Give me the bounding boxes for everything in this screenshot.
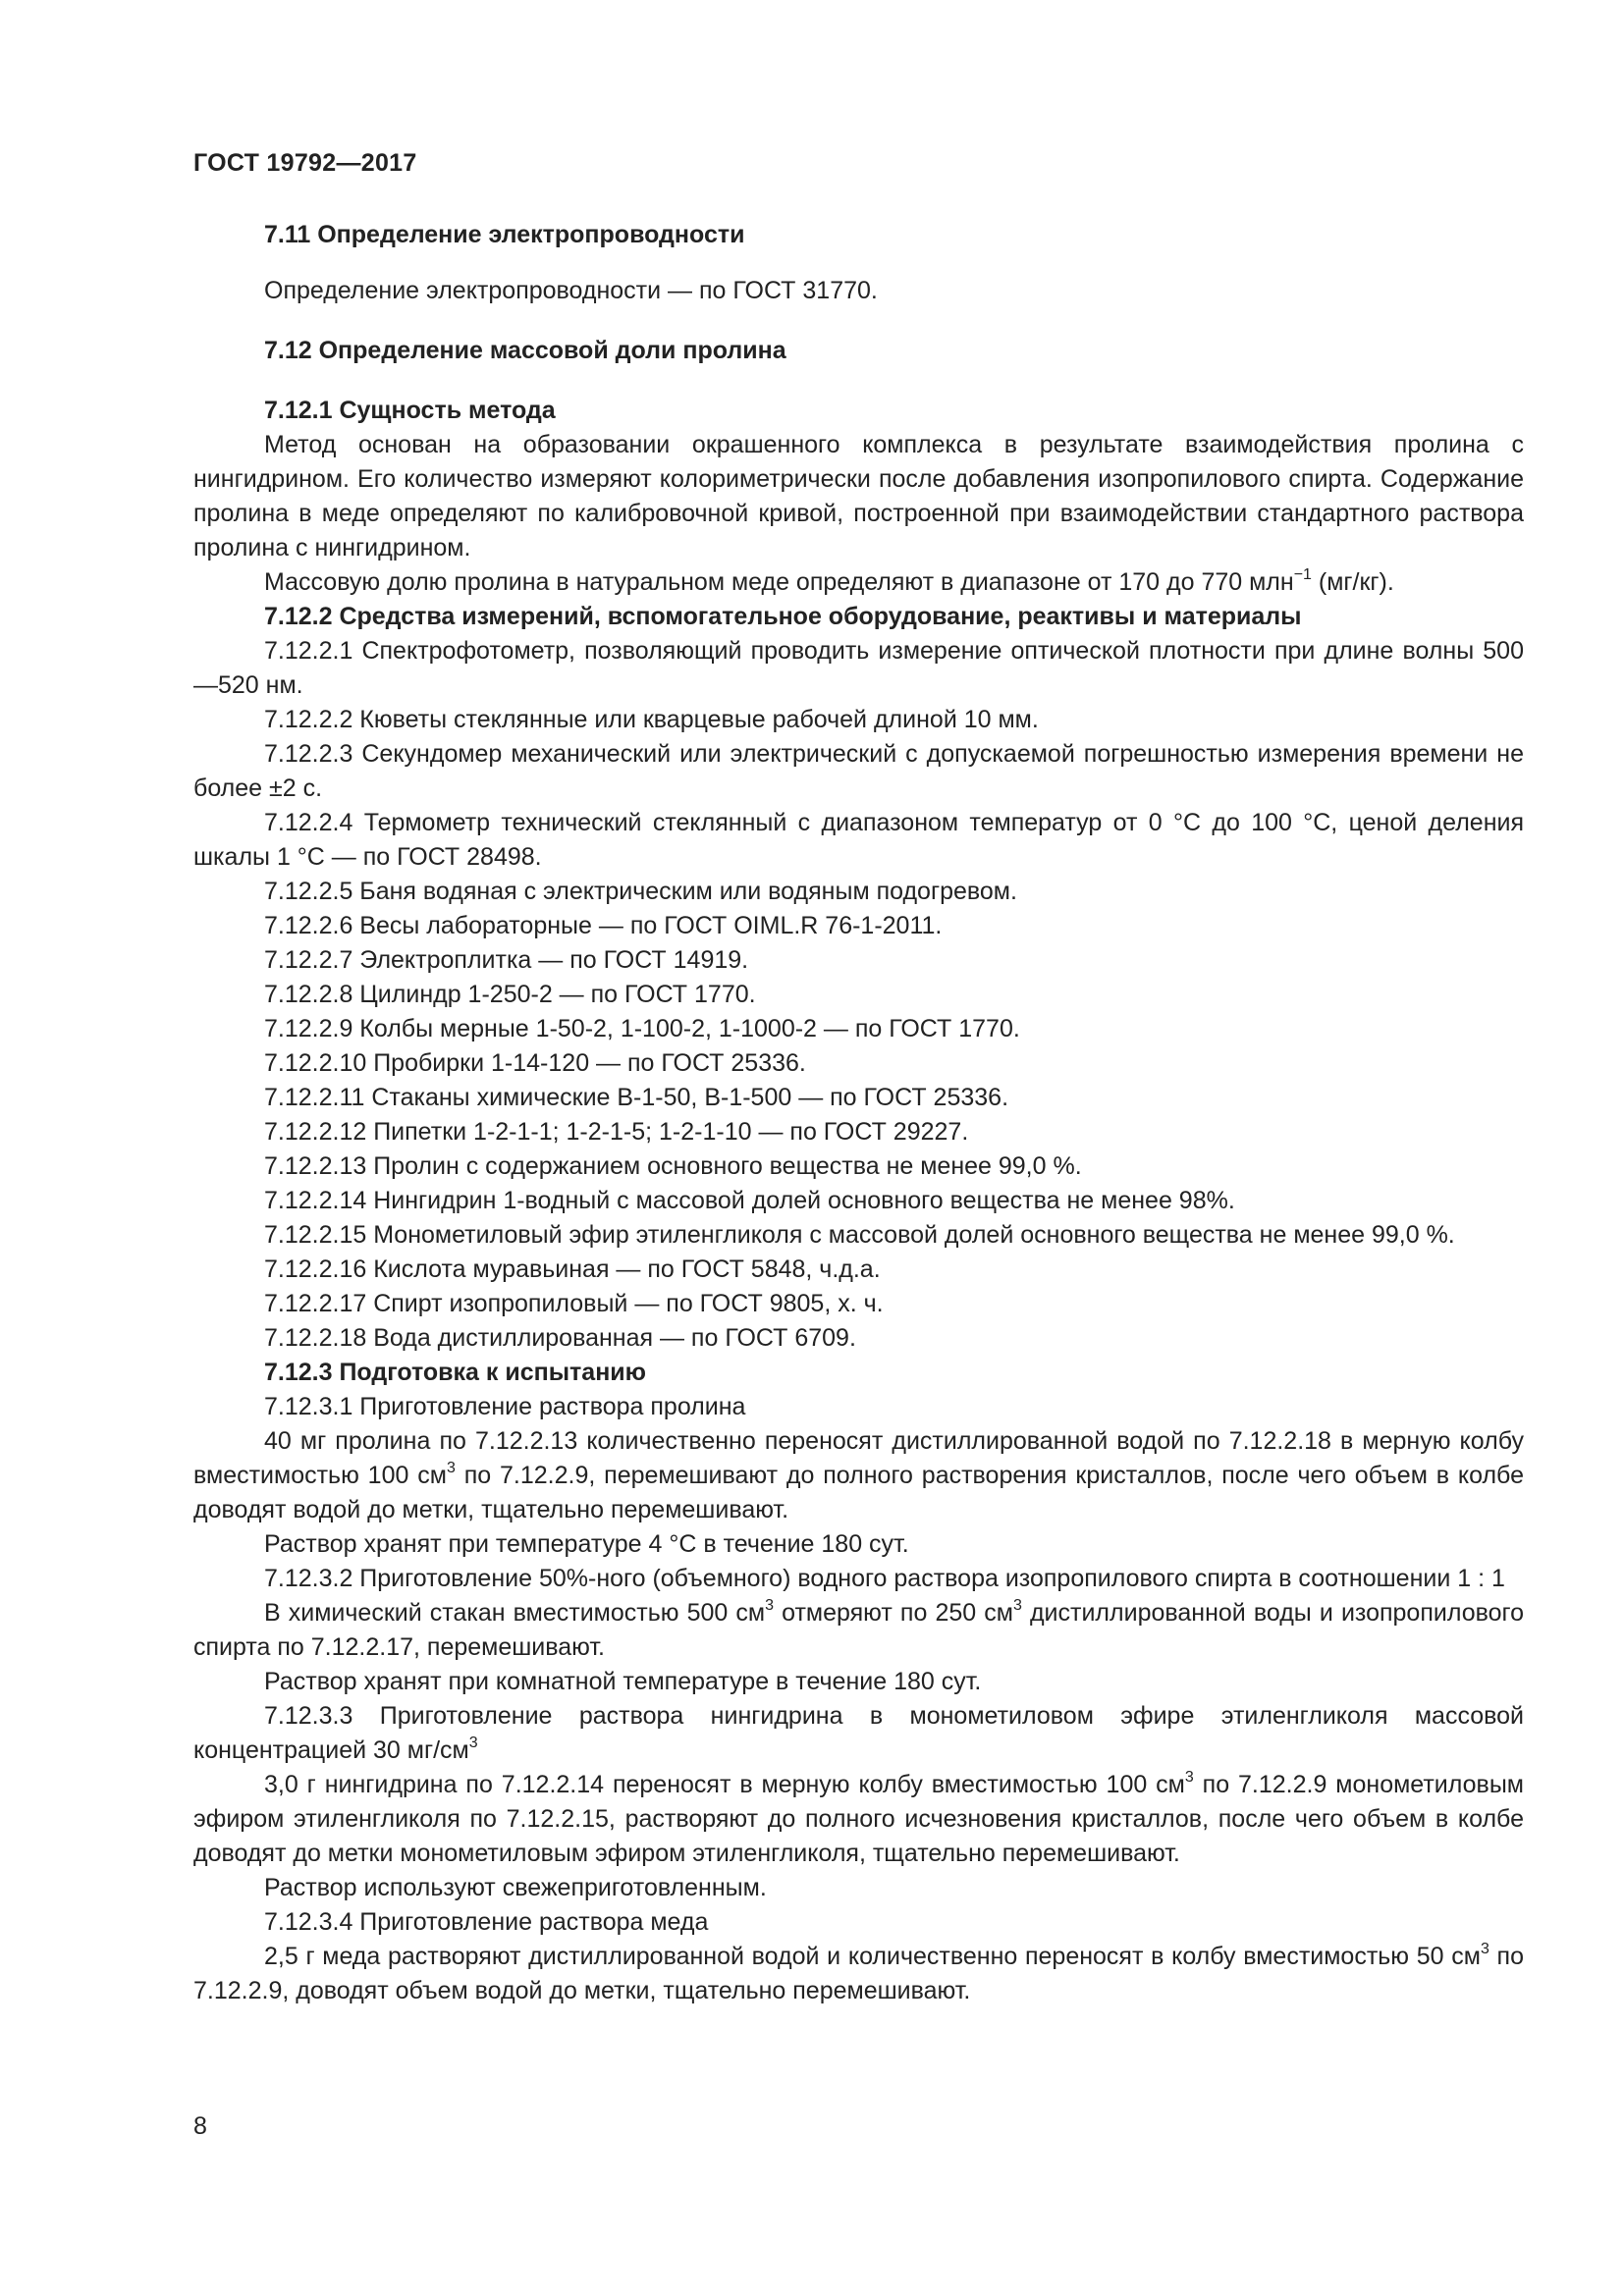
list-item: 7.12.2.6 Весы лабораторные — по ГОСТ OIML.R 76-1-2011. bbox=[264, 912, 943, 939]
subsection-7-12-3-3-title: 7.12.3.3 Приготовление раствора нингидрина в монометиловом эфире этиленгликоля массовой концентрацией 30 $мг/см^3$ bbox=[193, 1702, 1524, 1764]
section-7-12-1-range: Массовую долю пролина в натуральном меде определяют в диапазоне от 170 до 770 млн$^{-1}$ (мг/кг). bbox=[264, 565, 1394, 596]
subsection-7-12-3-2-title: 7.12.3.2 Приготовление 50%-ного (объемного) водного раствора изопропилового спирта в соотношении 1 : 1 bbox=[264, 1565, 1505, 1592]
subsection-7-12-3-4-title: 7.12.3.4 Приготовление раствора меда bbox=[264, 1908, 709, 1936]
subsection-7-12-3-1-paragraph: 40 мг пролина по 7.12.2.13 количественно переносят дистиллированной водой по 7.12.2.18 в мерную колбу вместимостью 100 $см^3$ по 7.12.2.9, перемешивают до полного растворения кристаллов, после чего объем в колбе доводят водой до метки, тщательно перемешивают. bbox=[193, 1427, 1524, 1523]
section-7-12-1-title: 7.12.1 Сущность метода bbox=[264, 397, 556, 424]
list-item: 7.12.2.10 Пробирки 1-14-120 — по ГОСТ 25336. bbox=[264, 1049, 806, 1077]
section-7-11-text: Определение электропроводности — по ГОСТ 31770. bbox=[264, 277, 878, 304]
list-item: 7.12.2.13 Пролин с содержанием основного вещества не менее 99,0 %. bbox=[264, 1152, 1082, 1180]
list-item: 7.12.2.18 Вода дистиллированная — по ГОСТ 6709. bbox=[264, 1324, 856, 1352]
list-item: 7.12.2.14 Нингидрин 1-водный с массовой долей основного вещества не менее 98%. bbox=[264, 1187, 1235, 1214]
list-item: 7.12.2.11 Стаканы химические В-1-50, В-1-500 — по ГОСТ 25336. bbox=[264, 1084, 1009, 1111]
page-number: 8 bbox=[193, 2112, 207, 2140]
list-item: 7.12.2.9 Колбы мерные 1-50-2, 1-100-2, 1-1000-2 — по ГОСТ 1770. bbox=[264, 1015, 1020, 1042]
subsection-7-12-3-1-storage: Раствор хранят при температуре 4 °С в течение 180 сут. bbox=[264, 1530, 909, 1558]
section-7-12-title: 7.12 Определение массовой доли пролина bbox=[264, 337, 786, 364]
list-item: 7.12.2.3 Секундомер механический или электрический с допускаемой погрешностью измерения времени не более ±2 с. bbox=[193, 740, 1524, 802]
document-body bbox=[193, 218, 1524, 2008]
subsection-7-12-3-2-paragraph: В химический стакан вместимостью 500 $см^3$ отмеряют по 250 $см^3$ дистиллированной воды и изопропилового спирта по 7.12.2.17, перемешивают. bbox=[193, 1596, 1524, 1661]
subsection-7-12-3-3-note: Раствор используют свежеприготовленным. bbox=[264, 1874, 767, 1901]
list-item: 7.12.2.7 Электроплитка — по ГОСТ 14919. bbox=[264, 946, 749, 974]
list-item: 7.12.2.17 Спирт изопропиловый — по ГОСТ 9805, х. ч. bbox=[264, 1290, 884, 1317]
subsection-7-12-3-2-storage: Раствор хранят при комнатной температуре в течение 180 сут. bbox=[264, 1668, 982, 1695]
subsection-7-12-3-3-paragraph: 3,0 г нингидрина по 7.12.2.14 переносят в мерную колбу вместимостью 100 $см^3$ по 7.12.2.9 монометиловым эфиром этиленгликоля по 7.12.2.15, растворяют до полного исчезновения кристаллов, после чего объем в колбе доводят до метки монометиловым эфиром этиленгликоля, тщательно перемешивают. bbox=[193, 1768, 1524, 1867]
list-item: 7.12.2.5 Баня водяная с электрическим или водяным подогревом. bbox=[264, 878, 1017, 905]
section-7-11-title: 7.11 Определение электропроводности bbox=[264, 221, 745, 248]
list-item: 7.12.2.8 Цилиндр 1-250-2 — по ГОСТ 1770. bbox=[264, 981, 756, 1008]
list-item: 7.12.2.1 Спектрофотометр, позволяющий проводить измерение оптической плотности при длине волны 500—520 нм. bbox=[193, 637, 1524, 699]
list-item: 7.12.2.4 Термометр технический стеклянный с диапазоном температур от 0 °С до 100 °С, ценой деления шкалы 1 °С — по ГОСТ 28498. bbox=[193, 809, 1524, 871]
list-item: 7.12.2.2 Кюветы стеклянные или кварцевые рабочей длиной 10 мм. bbox=[264, 706, 1039, 733]
section-7-12-3-title: 7.12.3 Подготовка к испытанию bbox=[264, 1359, 647, 1386]
equipment-list bbox=[193, 634, 1524, 1356]
section-7-12-1-paragraph: Метод основан на образовании окрашенного комплекса в результате взаимодействия пролина с нингидрином. Его количество измеряют колориметрически после добавления изопропилового спирта. Содержание пролина в меде определяют по калибровочной кривой, построенной при взаимодействии стандартного раствора пролина с нингидрином. bbox=[193, 431, 1524, 561]
section-7-12-2-title: 7.12.2 Средства измерений, вспомогательное оборудование, реактивы и материалы bbox=[264, 603, 1302, 630]
document-header: ГОСТ 19792—2017 bbox=[193, 149, 417, 177]
list-item: 7.12.2.15 Монометиловый эфир этиленгликоля с массовой долей основного вещества не менее 99,0 %. bbox=[264, 1221, 1455, 1249]
subsection-7-12-3-1-title: 7.12.3.1 Приготовление раствора пролина bbox=[264, 1393, 746, 1420]
list-item: 7.12.2.16 Кислота муравьиная — по ГОСТ 5848, ч.д.а. bbox=[264, 1255, 881, 1283]
subsection-7-12-3-4-paragraph: 2,5 г меда растворяют дистиллированной водой и количественно переносят в колбу вместимостью 50 $см^3$ по 7.12.2.9, доводят объем водой до метки, тщательно перемешивают. bbox=[193, 1940, 1525, 2004]
list-item: 7.12.2.12 Пипетки 1-2-1-1; 1-2-1-5; 1-2-1-10 — по ГОСТ 29227. bbox=[264, 1118, 969, 1146]
